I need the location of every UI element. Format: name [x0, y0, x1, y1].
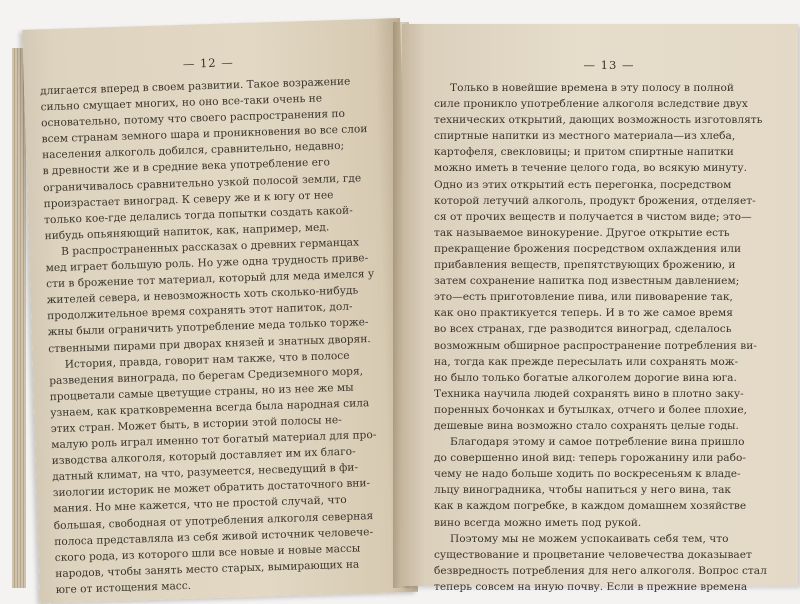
text-line: технических открытий, дающих возможность изготовлять: [434, 114, 763, 127]
text-line: датный климат, на что, разумеется, несведущий в фи-: [52, 461, 359, 484]
text-line: длигается вперед в своем развитии. Такое возражение: [39, 75, 351, 98]
text-line: теперь совсем на иную почву. Если в прежние времена: [434, 580, 748, 593]
text-line: История, правда, говорит нам также, что в полосе: [64, 349, 350, 371]
text-line: до совершенно иной вид: теперь горожанину или рабо-: [434, 452, 746, 465]
text-line: только кое-где делались тогда попытки создать какой-: [43, 204, 353, 227]
text-line: узнаем, как кратковременна всегда была народная сила: [50, 397, 370, 420]
text-line: Одно из этих открытий есть перегонка, посредством: [434, 178, 732, 191]
text-line: льцу виноградника, чтобы напиться у него вина, так: [434, 484, 732, 497]
text-line: в древности же и в средние века употребление его: [42, 156, 331, 178]
text-line: ского рода, из которого шли все новые и новые массы: [54, 542, 361, 564]
text-line: так называемое винокурение. Другое открытие есть: [434, 226, 730, 239]
text-line: на, тогда как прежде пересылать или сохранять мож-: [434, 355, 739, 368]
text-line: поренных бочонках и бутылках, отчего и более плохие,: [434, 403, 748, 416]
text-line: чему не надо больше ходить по воскресеньям к владе-: [434, 468, 741, 481]
text-line: как оно практикуется теперь. И в то же самое время: [434, 307, 733, 320]
text-line: Благодаря этому и самое потребление вина пришло: [450, 436, 745, 449]
text-line: ственными пирами при дворах князей и знатных дворян.: [48, 332, 371, 355]
text-line: произрастает виноград. К северу же и к югу от нее: [43, 188, 334, 210]
text-line: картофеля, свекловицы; и притом спиртные напитки: [434, 146, 734, 159]
text-line: силе проникло употребление алкоголя вследствие двух: [434, 98, 748, 111]
text-line: сти в брожение тот материал, который для меда имелся у: [46, 268, 375, 291]
text-line: прекращение брожения посредством охлаждения или: [434, 242, 742, 255]
text-line: изводства алкоголя, который доставляет им их благо-: [51, 445, 356, 468]
text-line: прибавления веществ, препятствующих брожению, и: [434, 259, 736, 272]
text-line: полоса представляла из себя живой источник человече-: [54, 525, 374, 548]
page-number-left: — 12 —: [182, 55, 234, 71]
text-line: жны были ограничить употребление меда только торже-: [47, 316, 369, 339]
text-line: юге от истощения масс.: [55, 579, 192, 596]
open-book: [8, 10, 798, 596]
text-line: народов, чтобы занять место старых, вымирающих на: [55, 558, 360, 580]
text-line: можно иметь в течение целого года, во всякую минуту.: [434, 162, 748, 175]
text-line: безвредность потребления для него алкоголя. Вопрос стал: [434, 564, 767, 577]
text-line: дешевые вина возможно стало сохранять целые годы.: [434, 419, 739, 432]
text-line: зиологии историк не может обратить достаточного вни-: [52, 477, 371, 500]
text-line: процветали самые цветущие страны, но из нее же мы: [49, 381, 354, 403]
text-line: основательно, потому что своего распространения по: [40, 107, 346, 130]
text-line: большая, свободная от употребления алкоголя северная: [53, 509, 374, 532]
text-line: ся от прочих веществ и получается в чистом виде; это—: [434, 210, 752, 223]
text-line: малую роль играл именно тот богатый материал для про-: [51, 429, 377, 452]
text-line: разведения винограда, по берегам Средиземного моря,: [49, 365, 364, 387]
text-line: жителей севера, и невозможность хоть сколько-нибудь: [46, 284, 359, 307]
page-number-right: — 13 —: [583, 58, 635, 72]
text-line: населения алкоголь добился, сравнительно, недавно;: [41, 140, 345, 162]
text-line: Техника научила людей сохранять вино в плотно заку-: [434, 387, 744, 400]
text-line: существование и процветание человечества доказывает: [434, 548, 752, 561]
text-line: спиртные напитки из местного материала—из хлеба,: [434, 130, 736, 143]
text-line: сильно смущает многих, но оно все-таки очень не: [40, 92, 323, 114]
left-page: [22, 18, 418, 604]
text-line: вино всегда можно иметь под рукой.: [434, 516, 642, 529]
text-line: Поэтому мы не можем успокаивать себя тем, что: [450, 532, 729, 545]
text-line: мед играет большую роль. Но уже одна трудность приве-: [45, 252, 369, 275]
right-page-text: [434, 80, 784, 595]
text-line: возможным обширное распространение потребления ви-: [434, 339, 757, 352]
text-line: продолжительное время сохранять этот напиток, дол-: [47, 300, 353, 323]
left-page-text: [40, 73, 394, 598]
text-line: всем странам земного шара и проникновения во все слои: [41, 123, 368, 146]
text-line: во всех странах, где разводится виноград, сделалось: [434, 323, 732, 336]
text-line: но было только богатые алкоголем дорогие вина юга.: [434, 371, 737, 384]
text-line: затем сохранение напитка под известным давлением;: [434, 275, 740, 288]
text-line: это—есть приготовление пива, или пивоварение так,: [434, 291, 733, 304]
text-line: Только в новейшие времена в эту полосу в полной: [450, 82, 734, 94]
right-page: [402, 24, 798, 593]
text-line: этих стран. Может быть, в истории этой полосы не-: [50, 413, 342, 436]
text-line: В распространенных рассказах о древних германцах: [60, 236, 360, 258]
text-line: как в каждом погребке, в каждом домашнем хозяйстве: [434, 500, 747, 513]
text-line: ограничивалось сравнительно узкой полосой земли, где: [42, 171, 362, 194]
page-edges: [12, 48, 26, 588]
text-line: мания. Но мне кажется, что не простой случай, что: [53, 494, 347, 516]
text-line: которой летучий алкоголь, продукт брожения, отделяет-: [434, 194, 756, 207]
text-line: нибудь опьяняющий напиток, как, например, мед.: [44, 221, 330, 243]
